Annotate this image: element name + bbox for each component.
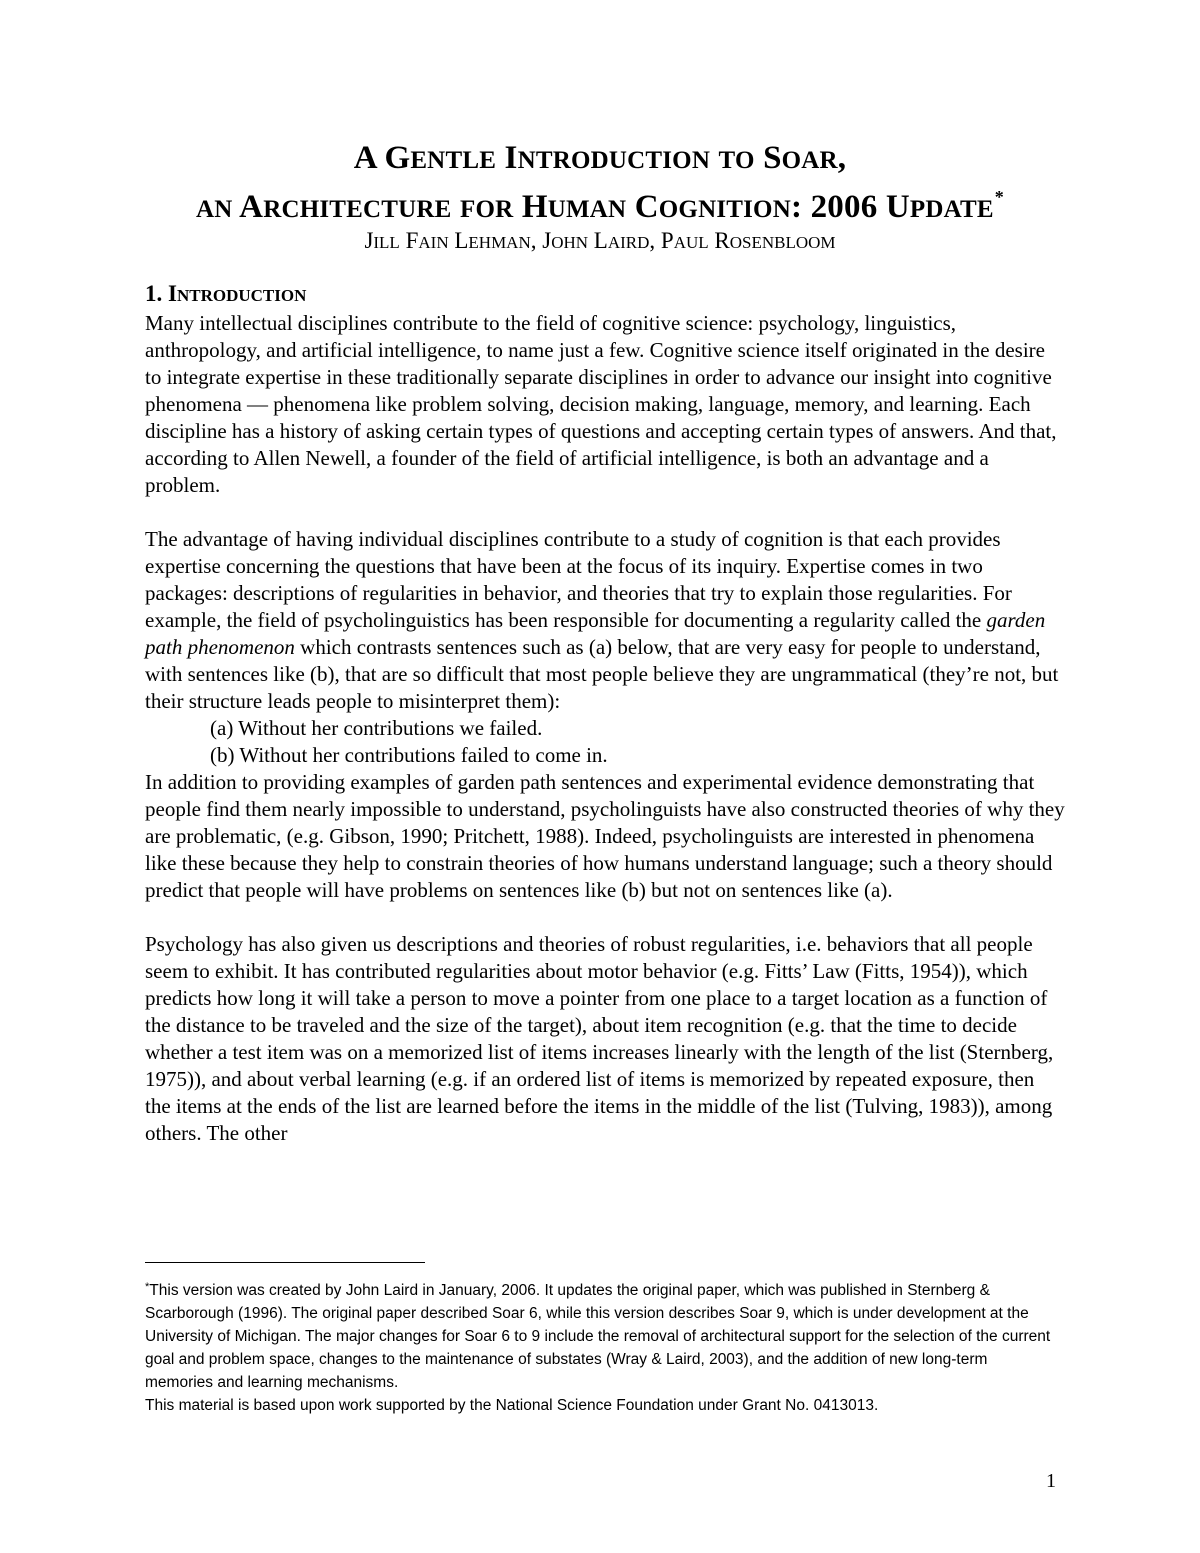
title-word: UPDATE* [885,187,1004,225]
title-word: AN [196,196,233,223]
footnote-separator [145,1262,425,1263]
title-word: INTRODUCTION [504,140,711,176]
footnote-mark: * [994,187,1004,207]
title-word: FOR [460,196,514,223]
title-word: SOAR, [763,140,847,176]
example-sentence-b: (b) Without her contributions failed to come in. [210,743,608,767]
footnote [145,1276,1055,1417]
title-word: A [353,140,376,176]
author-name: JILL FAIN LEHMAN [364,228,531,253]
paragraph: The advantage of having individual disciplines contribute to a study of cognition is that each provides expertise concerning the questions that have been at the focus of its inquiry. Expertise comes in two packages: descriptions of regularities in behavior, and theories that try to explain those regularities. For example, the field of psycholinguistics has been responsible for documenting a regularity called the garden path phenomenon which contrasts sentences such as (a) below, that are very easy for people to understand, with sentences like (b), that are so difficult that most people believe they are ungrammatical (they’re not, but their structure leads people to misinterpret them): [145,527,1059,713]
footnote-text: *This version was created by John Laird in January, 2006. It updates the original paper, which was published in Sternberg & Scarborough (1996). The original paper described Soar 6, while this version describes Soar 9, which is under development at the University of Michigan. The major changes for Soar 6 to 9 include the removal of architectural support for the selection of the current goal and problem space, changes to the maintenance of substates (Wray & Laird, 2003), and the addition of new long-term memories and learning mechanisms. [145,1281,1051,1391]
funding-note: This material is based upon work supported by the National Science Foundation under Grant No. 0413013. [145,1397,879,1414]
title-word: HUMAN [521,189,627,225]
author-name: PAUL ROSENBLOOM [660,228,836,253]
title-word: COGNITION: 2006 [634,189,878,225]
title-word: GENTLE [384,140,497,176]
section-heading: 1. INTRODUCTION [145,281,307,306]
paragraph: Psychology has also given us descriptions and theories of robust regularities, i.e. behaviors that all people seem to exhibit. It has contributed regularities about motor behavior (e.g. Fitts’ Law (Fitts, 1954)), which predicts how long it will take a person to move a pointer from one place to a target location as a function of the distance to be traveled and the size of the target), about item recognition (e.g. that the time to decide whether a test item was on a memorized list of items increases linearly with the length of the list (Sternberg, 1975)), and about verbal learning (e.g. if an ordered list of items is memorized by repeated exposure, then the items at the ends of the list are learned before the items in the middle of the list (Tulving, 1983)), among others. The other [145,932,1054,1145]
example-sentence-a: (a) Without her contributions we failed. [210,716,543,740]
body-text [145,280,1065,1147]
footnote-mark: * [145,1281,150,1293]
paper-title-line-1 [0,140,1200,177]
page-number: 1 [1046,1470,1056,1492]
paragraph: In addition to providing examples of garden path sentences and experimental evidence demonstrating that people find them nearly impossible to understand, psycholinguists have also constructed theories of why they are problematic, (e.g. Gibson, 1990; Pritchett, 1988). Indeed, psycholinguists are interested in phenomena like these because they help to constrain theories of how humans understand language; such a theory should predict that people will have problems on sentences like (b) but not on sentences like (a). [145,770,1065,902]
paragraph: Many intellectual disciplines contribute to the field of cognitive science: psychology, linguistics, anthropology, and artificial intelligence, to name just a few. Cognitive science itself originated in the desire to integrate expertise in these traditionally separate disciplines in order to advance our insight into cognitive phenomena — phenomena like problem solving, decision making, language, memory, and learning. Each discipline has a history of asking certain types of questions and accepting certain types of answers. And that, according to Allen Newell, a founder of the field of artificial intelligence, is both an advantage and a problem. [145,311,1057,497]
paper-title-line-2 [0,187,1200,226]
author-list: JILL FAIN LEHMAN, JOHN LAIRD, PAUL ROSENBLOOM [364,228,836,253]
title-word: TO [718,147,755,174]
author-name: JOHN LAIRD [542,228,650,253]
emphasis: garden path phenomenon [145,608,1046,659]
title-word: ARCHITECTURE [239,189,452,225]
